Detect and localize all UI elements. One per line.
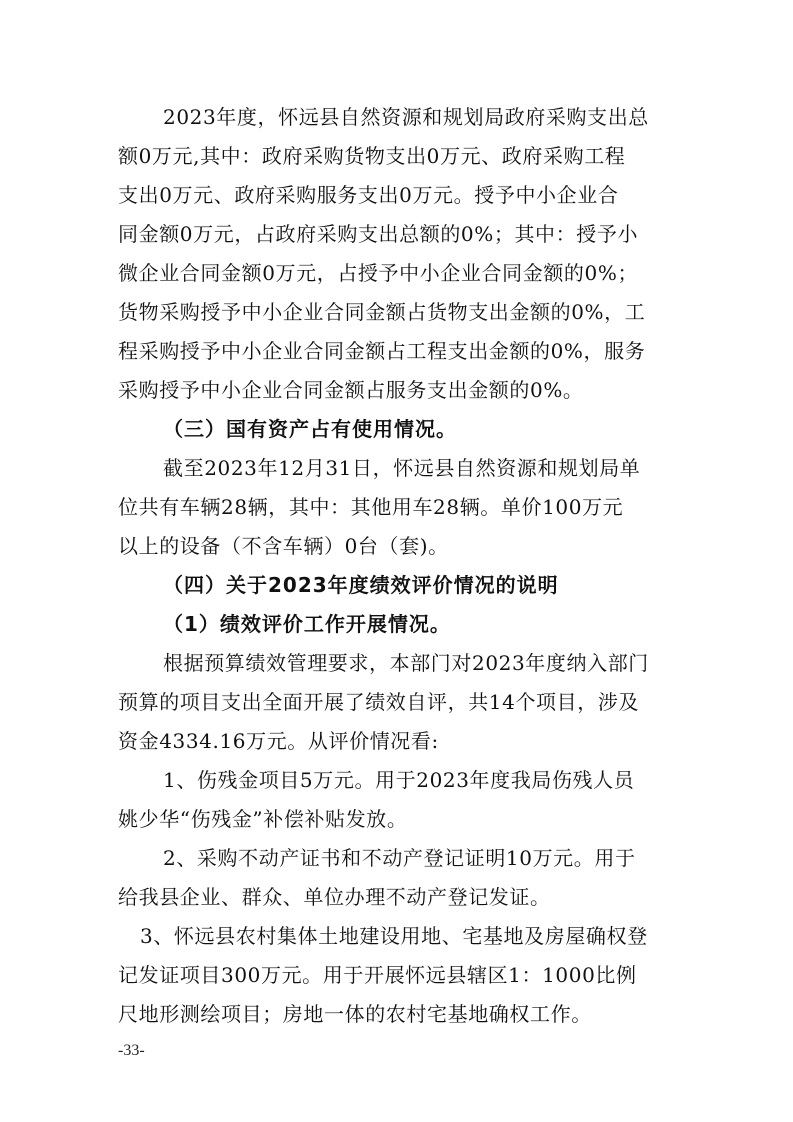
paragraph-line: 采购授予中小企业合同金额占服务支出金额的0%。 bbox=[118, 378, 584, 402]
list-item-line: 1、伤残金项目5万元。用于2023年度我局伤残人员 bbox=[163, 768, 635, 792]
list-item-line: 姚少华“伤残金”补偿补贴发放。 bbox=[118, 807, 408, 831]
list-item-line: 给我县企业、群众、单位办理不动产登记发证。 bbox=[118, 885, 551, 909]
paragraph-line: 额0万元,其中：政府采购货物支出0万元、政府采购工程 bbox=[118, 144, 626, 168]
paragraph-line: 以上的设备（不含车辆）0台（套)。 bbox=[118, 534, 449, 558]
page-number: -33- bbox=[118, 1042, 145, 1059]
list-item-line: 3、怀远县农村集体土地建设用地、宅基地及房屋确权登 bbox=[140, 924, 648, 948]
paragraph-line: 程采购授予中小企业合同金额占工程支出金额的0%，服务 bbox=[118, 339, 646, 363]
paragraph-line: 预算的项目支出全面开展了绩效自评，共14个项目，涉及 bbox=[118, 690, 640, 714]
paragraph-line: 截至2023年12月31日，怀远县自然资源和规划局单 bbox=[163, 456, 641, 480]
list-item-line: 记发证项目300万元。用于开展怀远县辖区1：1000比例 bbox=[118, 963, 637, 987]
list-item-line: 尺地形测绘项目；房地一体的农村宅基地确权工作。 bbox=[118, 1002, 592, 1026]
section-heading: （四）关于2023年度绩效评价情况的说明 bbox=[163, 573, 559, 597]
paragraph-line: 资金4334.16万元。从评价情况看: bbox=[118, 729, 439, 753]
subsection-heading: （1）绩效评价工作开展情况。 bbox=[163, 612, 451, 636]
paragraph-line: 支出0万元、政府采购服务支出0万元。授予中小企业合 bbox=[118, 183, 619, 207]
section-heading: （三）国有资产占有使用情况。 bbox=[163, 417, 457, 441]
paragraph-line: 2023年度，怀远县自然资源和规划局政府采购支出总 bbox=[163, 105, 649, 129]
paragraph-line: 位共有车辆28辆，其中：其他用车28辆。单价100万元 bbox=[118, 495, 624, 519]
paragraph-line: 货物采购授予中小企业合同金额占货物支出金额的0%，工 bbox=[118, 300, 646, 324]
paragraph-line: 同金额0万元，占政府采购支出总额的0%；其中：授予小 bbox=[118, 222, 639, 246]
list-item-line: 2、采购不动产证书和不动产登记证明10万元。用于 bbox=[163, 846, 636, 870]
paragraph-line: 微企业合同金额0万元，占授予中小企业合同金额的0%； bbox=[118, 261, 639, 285]
paragraph-line: 根据预算绩效管理要求，本部门对2023年度纳入部门 bbox=[163, 651, 649, 675]
